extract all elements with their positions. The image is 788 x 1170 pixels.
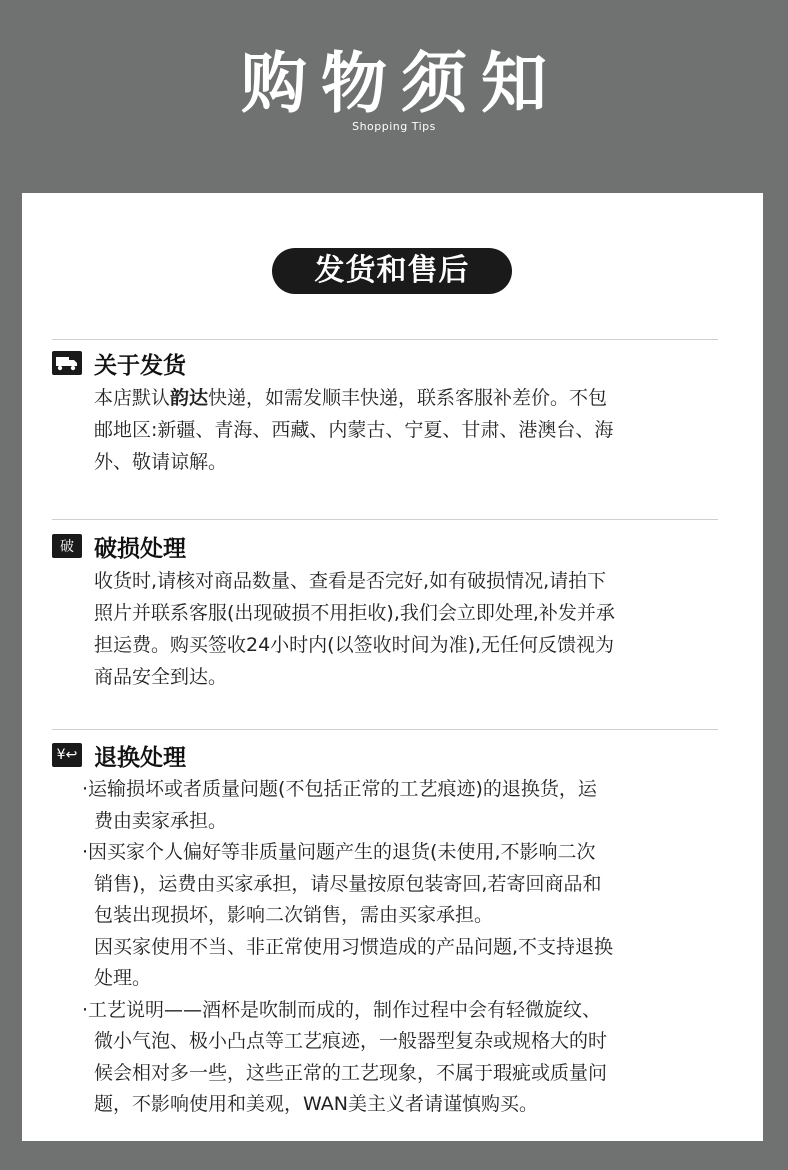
body-line: 因买家使用不当、非正常使用习惯造成的产品问题,不支持退换 <box>94 935 614 958</box>
body-line: 费由卖家承担。 <box>94 809 228 832</box>
section-title: 破损处理 <box>94 535 186 562</box>
return-yen-icon: ¥↩ <box>52 743 82 767</box>
page-subtitle: Shopping Tips <box>352 120 436 133</box>
divider <box>52 729 718 730</box>
section-body <box>52 382 732 478</box>
body-line: 包装出现损坏，影响二次销售，需由买家承担。 <box>94 904 494 926</box>
body-line: 外、敬请谅解。 <box>94 451 228 473</box>
section-body <box>52 565 732 693</box>
section-title: 关于发货 <box>94 352 186 379</box>
header <box>0 0 788 193</box>
section-pill-title: 发货和售后 <box>272 248 512 294</box>
section-title: 退换处理 <box>94 744 186 771</box>
body-line: 收货时,请核对商品数量、查看是否完好,如有破损情况,请拍下 <box>94 570 607 592</box>
body-line: 处理。 <box>94 967 152 989</box>
content-card <box>22 193 763 1141</box>
section-shipping <box>52 346 732 478</box>
section-damage <box>52 529 732 693</box>
body-line: 候会相对多一些，这些正常的工艺现象，不属于瑕疵或质量问 <box>94 1061 608 1084</box>
body-line: ·工艺说明——酒杯是吹制而成的，制作过程中会有轻微旋纹、 <box>82 998 602 1021</box>
divider <box>52 519 718 520</box>
body-line: 销售)，运费由买家承担，请尽量按原包装寄回,若寄回商品和 <box>94 872 602 895</box>
body-line: 照片并联系客服(出现破损不用拒收),我们会立即处理,补发并承 <box>94 602 615 624</box>
body-line: ·运输损坏或者质量问题(不包括正常的工艺痕迹)的退换货，运 <box>82 778 597 800</box>
body-line-suffix: 快递，如需发顺丰快递，联系客服补差价。不包 <box>208 387 608 409</box>
section-body <box>52 774 732 1121</box>
body-line: 商品安全到达。 <box>94 666 228 688</box>
truck-icon <box>52 351 82 375</box>
body-line: 邮地区:新疆、青海、西藏、内蒙古、宁夏、甘肃、港澳台、海 <box>94 419 614 441</box>
highlight-text: 韵达 <box>170 387 209 409</box>
body-line: 担运费。购买签收24小时内(以签收时间为准),无任何反馈视为 <box>94 634 615 656</box>
divider <box>52 339 718 340</box>
section-returns <box>52 738 732 1121</box>
body-line: ·因买家个人偏好等非质量问题产生的退货(未使用,不影响二次 <box>82 841 596 863</box>
body-line: 微小气泡、极小凸点等工艺痕迹，一般器型复杂或规格大的时 <box>94 1030 608 1052</box>
page-title: 购物须知 <box>241 45 561 122</box>
broken-badge-icon: 破 <box>52 534 82 558</box>
body-line-prefix: 本店默认 <box>94 387 171 409</box>
body-line: 题，不影响使用和美观，WAN美主义者请谨慎购买。 <box>94 1093 538 1115</box>
body-line <box>94 382 732 414</box>
